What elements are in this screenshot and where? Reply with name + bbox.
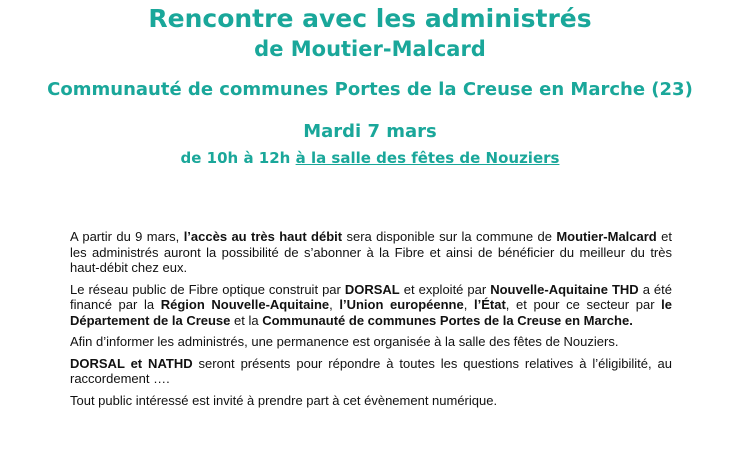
bold-text: Région Nouvelle-Aquitaine <box>160 297 330 312</box>
text: et exploité par <box>399 281 491 297</box>
text: a été financé par la <box>70 281 672 312</box>
bold-text: l’État <box>473 297 506 312</box>
paragraph-2 <box>70 282 672 329</box>
text: , <box>463 297 474 312</box>
bold-text: DORSAL <box>344 281 400 297</box>
text: et les administrés auront la possibilité de s’abonner à la Fibre et ainsi de bénéficier du meilleur du très haut-débit chez eux. <box>70 229 672 275</box>
paragraph-5: Tout public intéressé est invité à prendre part à cet évènement numérique. <box>70 392 498 408</box>
title-line-2: de Moutier-Malcard <box>254 37 486 61</box>
event-date: Mardi 7 mars <box>303 121 437 142</box>
event-time: de 10h à 12h <box>180 149 291 167</box>
text: seront présents pour répondre à toutes les questions relatives à l’éligibilité, au raccordement …. <box>70 355 672 386</box>
bold-text: DORSAL et NATHD <box>70 355 193 371</box>
text: A partir du 9 mars, <box>70 229 184 244</box>
body-text <box>70 229 672 414</box>
paragraph-3: Afin d’informer les administrés, une permanence est organisée à la salle des fêtes de Nouziers. <box>70 334 619 349</box>
text: , et pour ce secteur par <box>505 297 662 312</box>
event-venue: à la salle des fêtes de Nouziers <box>295 149 560 167</box>
bold-text: l’accès au très haut débit <box>183 229 343 244</box>
subtitle: Communauté de communes Portes de la Creuse en Marche (23) <box>47 79 693 100</box>
bold-text: le Département de la Creuse <box>70 297 672 328</box>
text: Le réseau public de Fibre optique construit par <box>70 281 345 297</box>
text: sera disponible sur la commune de <box>342 229 557 244</box>
text: et la <box>230 312 263 328</box>
paragraph-1 <box>70 229 672 276</box>
bold-text: l’Union européenne <box>339 297 464 312</box>
text: , <box>329 297 340 312</box>
title-line-1: Rencontre avec les administrés <box>148 4 592 33</box>
bold-text: Nouvelle-Aquitaine THD <box>490 281 639 297</box>
paragraph-4 <box>70 356 672 387</box>
bold-text: Moutier-Malcard <box>556 229 657 244</box>
bold-text: Communauté de communes Portes de la Creuse en Marche. <box>262 312 633 328</box>
event-time-venue <box>0 147 740 169</box>
